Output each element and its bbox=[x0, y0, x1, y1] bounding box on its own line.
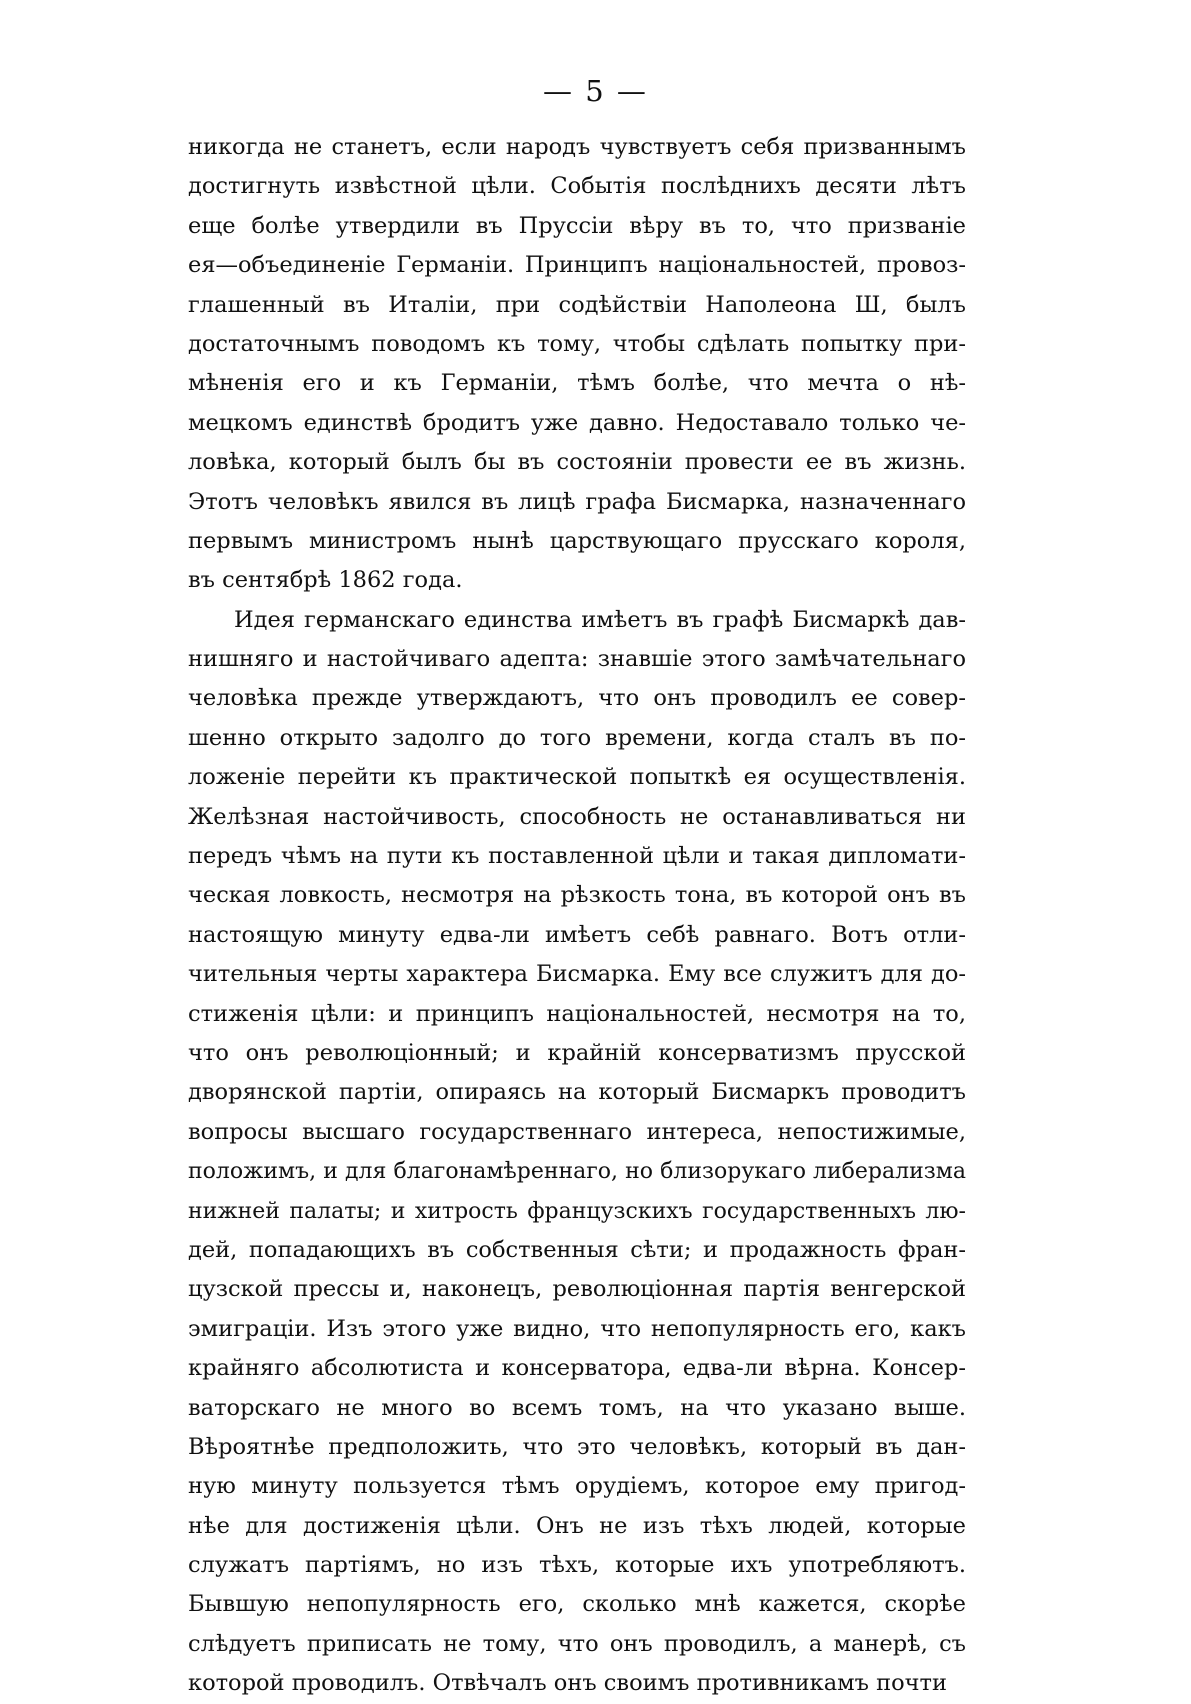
text-line: что онъ революціонный; и крайній консерватизмъ прусской bbox=[188, 1039, 966, 1066]
page-number: — 5 — bbox=[543, 74, 648, 108]
text-line: вопросы высшаго государственнаго интереса, непостижимые, bbox=[188, 1118, 966, 1145]
text-line: эмиграціи. Изъ этого уже видно, что непопулярность его, какъ bbox=[188, 1315, 966, 1342]
text-line: ную минуту пользуется тѣмъ орудіемъ, которое ему пригод- bbox=[188, 1473, 966, 1500]
text-line: нѣе для достиженія цѣли. Онъ не изъ тѣхъ людей, которые bbox=[188, 1512, 966, 1539]
text-line: первымъ министромъ нынѣ царствующаго прусскаго короля, bbox=[188, 527, 966, 554]
text-line: дворянской партіи, опираясь на который Бисмаркъ проводитъ bbox=[188, 1079, 966, 1106]
text-line: мѣненія его и къ Германіи, тѣмъ болѣе, что мечта о нѣ- bbox=[188, 370, 966, 397]
text-line: дей, попадающихъ въ собственныя сѣти; и продажность фран- bbox=[188, 1236, 966, 1263]
text-line: глашенный въ Италіи, при содѣйствіи Наполеона Ш, былъ bbox=[188, 291, 966, 318]
text-line: цузской прессы и, наконецъ, революціонная партія венгерской bbox=[188, 1276, 966, 1303]
text-line: нижней палаты; и хитрость французскихъ государственныхъ лю- bbox=[188, 1198, 966, 1224]
body-text bbox=[188, 128, 966, 1704]
text-line: стиженія цѣли: и принципъ національностей, несмотря на то, bbox=[188, 1000, 966, 1027]
text-line: слѣдуетъ приписать не тому, что онъ проводилъ, а манерѣ, съ bbox=[188, 1630, 966, 1657]
paragraph bbox=[188, 128, 966, 601]
paragraph bbox=[188, 601, 966, 1704]
text-line: ловѣка, который былъ бы въ состояніи провести ее въ жизнь. bbox=[188, 449, 966, 476]
text-line: въ сентябрѣ 1862 года. bbox=[188, 567, 463, 594]
text-line: служатъ партіямъ, но изъ тѣхъ, которые ихъ употребляютъ. bbox=[188, 1552, 966, 1579]
text-line: шенно открыто задолго до того времени, когда сталъ въ по- bbox=[188, 724, 966, 751]
text-line: ческая ловкость, несмотря на рѣзкость тона, въ которой онъ въ bbox=[188, 882, 966, 909]
text-line: чительныя черты характера Бисмарка. Ему все служитъ для до- bbox=[188, 961, 966, 988]
text-line: настоящую минуту едва-ли имѣетъ себѣ равнаго. Вотъ отли- bbox=[188, 921, 966, 948]
text-line: Идея германскаго единства имѣетъ въ графѣ Бисмаркѣ дав- bbox=[234, 606, 966, 633]
text-line: положимъ, и для благонамѣреннаго, но близорукаго либерализма bbox=[188, 1159, 966, 1185]
text-line: еще болѣе утвердили въ Пруссіи вѣру въ то, что призваніе bbox=[188, 212, 966, 239]
text-line: Этотъ человѣкъ явился въ лицѣ графа Бисмарка, назначеннаго bbox=[188, 488, 966, 515]
text-line: достигнуть извѣстной цѣли. Событія послѣднихъ десяти лѣтъ bbox=[188, 173, 966, 200]
text-line: Желѣзная настойчивость, способность не останавливаться ни bbox=[188, 803, 966, 830]
text-line: мецкомъ единствѣ бродитъ уже давно. Недоставало только че- bbox=[188, 409, 966, 436]
text-line: человѣка прежде утверждаютъ, что онъ проводилъ ее совер- bbox=[188, 685, 966, 712]
text-line: ея—объединеніе Германіи. Принципъ національностей, провоз- bbox=[188, 252, 966, 279]
text-line: достаточнымъ поводомъ къ тому, чтобы сдѣлать попытку при- bbox=[188, 330, 966, 357]
text-line: передъ чѣмъ на пути къ поставленной цѣли и такая дипломати- bbox=[188, 843, 966, 870]
text-line: которой проводилъ. Отвѣчалъ онъ своимъ противникамъ почти bbox=[188, 1670, 947, 1697]
text-line: Бывшую непопулярность его, сколько мнѣ кажется, скорѣе bbox=[188, 1591, 966, 1618]
text-line: Вѣроятнѣе предположить, что это человѣкъ, который въ дан- bbox=[188, 1433, 966, 1460]
text-line: ложеніе перейти къ практической попыткѣ ея осуществленія. bbox=[188, 764, 966, 791]
text-line: ваторскаго не много во всемъ томъ, на что указано выше. bbox=[188, 1394, 966, 1421]
text-line: нишняго и настойчиваго адепта: знавшіе этого замѣчательнаго bbox=[188, 646, 966, 673]
text-line: крайняго абсолютиста и консерватора, едва-ли вѣрна. Консер- bbox=[188, 1355, 966, 1382]
text-line: никогда не станетъ, если народъ чувствуетъ себя призваннымъ bbox=[188, 134, 966, 160]
